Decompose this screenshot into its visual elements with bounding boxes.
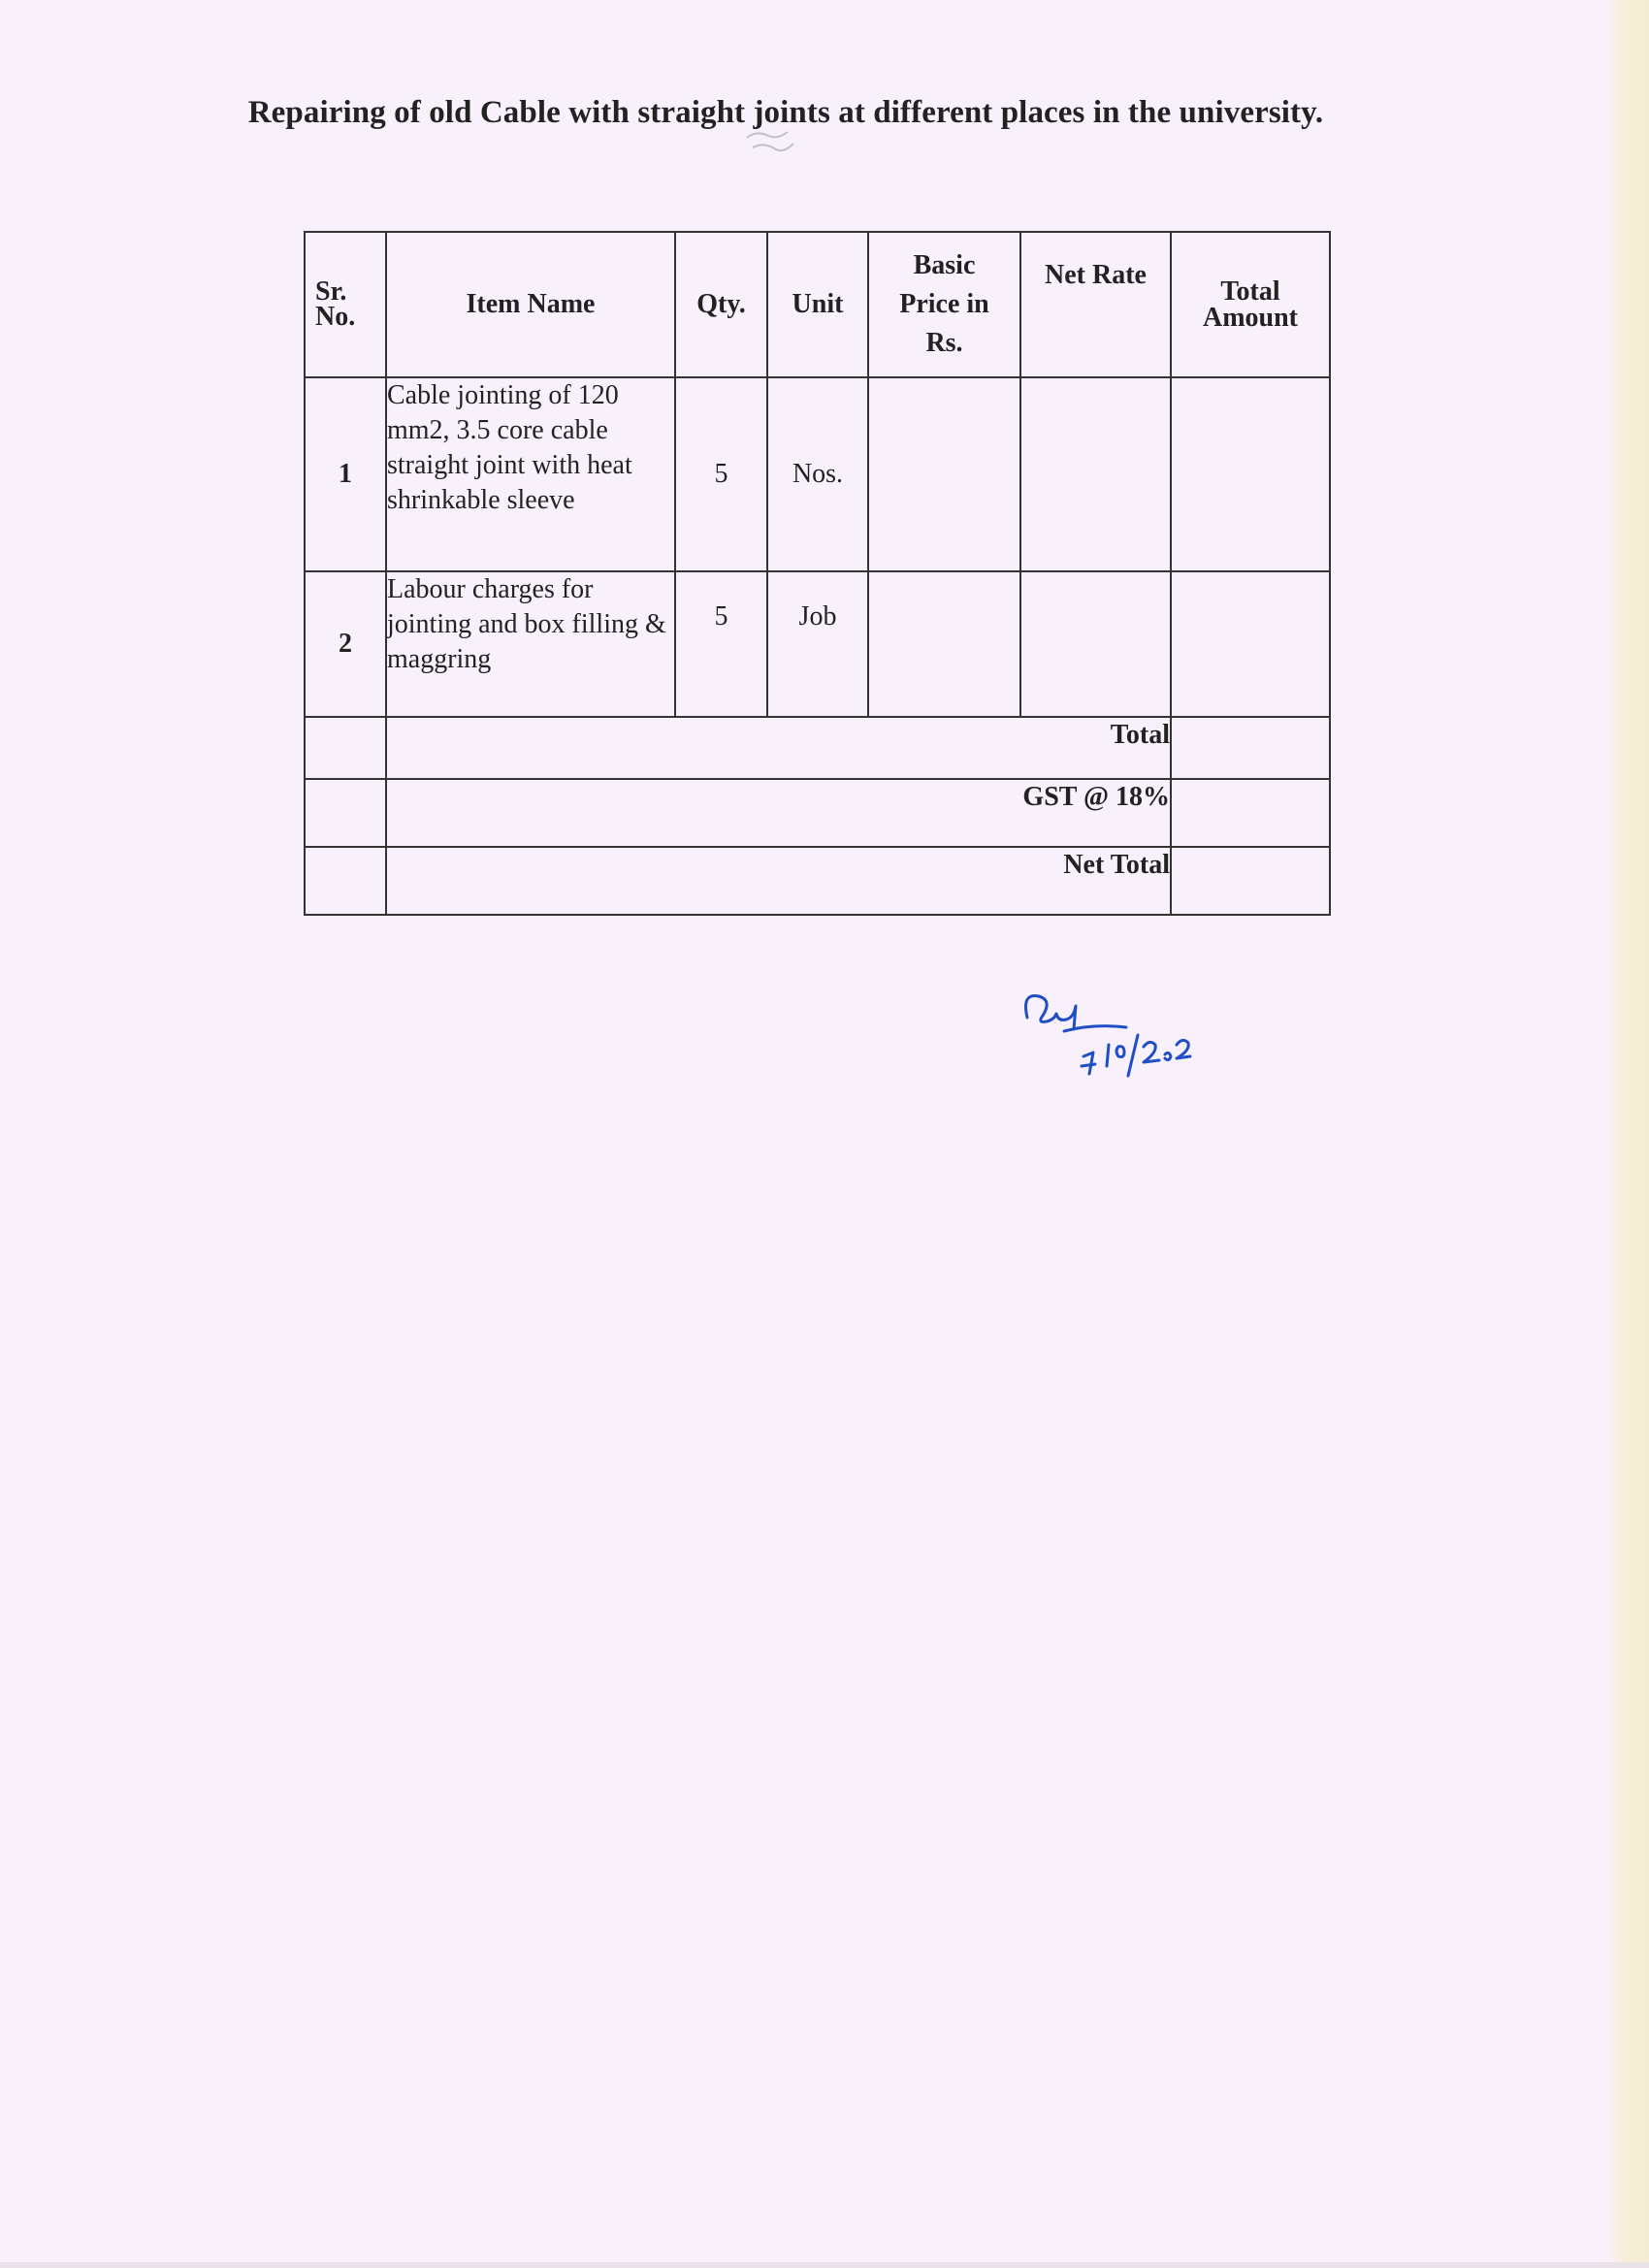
header-item-name: Item Name	[386, 232, 675, 377]
cell-unit: Job	[767, 571, 868, 717]
quotation-table	[304, 231, 1331, 916]
paper-edge	[1608, 0, 1649, 2268]
gst-row	[305, 779, 1330, 847]
cell-sr-no: 1	[305, 377, 386, 571]
signature-date	[1246, 975, 1247, 976]
header-basic-price: Basic Price in Rs.	[868, 232, 1020, 377]
gst-row-blank-cell	[305, 779, 386, 847]
total-row	[305, 717, 1330, 779]
cell-net-rate	[1020, 377, 1171, 571]
cell-qty: 5	[675, 377, 767, 571]
table-row	[305, 377, 1330, 571]
total-value	[1171, 717, 1330, 779]
cell-net-rate	[1020, 571, 1171, 717]
cell-sr-no: 2	[305, 571, 386, 717]
table-header-row	[305, 232, 1330, 377]
paper-bottom-edge	[0, 2262, 1649, 2268]
header-unit: Unit	[767, 232, 868, 377]
signature-drawing	[1014, 975, 1246, 1091]
gst-value	[1171, 779, 1330, 847]
header-sr-no: Sr. No.	[305, 232, 386, 377]
table-row	[305, 571, 1330, 717]
net-total-row-blank-cell	[305, 847, 386, 915]
cell-item-name: Cable jointing of 120 mm2, 3.5 core cable straight joint with heat shrinkable sleeve	[386, 377, 675, 571]
cell-item-name: Labour charges for jointing and box filling & maggring	[386, 571, 675, 717]
net-total-value	[1171, 847, 1330, 915]
header-net-rate: Net Rate	[1020, 232, 1171, 377]
cell-basic-price	[868, 571, 1020, 717]
total-row-blank-cell	[305, 717, 386, 779]
cell-total-amount	[1171, 377, 1330, 571]
ink-smudge-mark	[739, 124, 807, 163]
handwritten-signature	[1014, 975, 1246, 1091]
header-total-amount: Total Amount	[1171, 232, 1330, 377]
cell-unit: Nos.	[767, 377, 868, 571]
header-qty: Qty.	[675, 232, 767, 377]
cell-basic-price	[868, 377, 1020, 571]
net-total-row	[305, 847, 1330, 915]
gst-label: GST @ 18%	[386, 779, 1171, 847]
total-label: Total	[386, 717, 1171, 779]
document-title: Repairing of old Cable with straight joints at different places in the university.	[247, 95, 1324, 130]
cell-total-amount	[1171, 571, 1330, 717]
net-total-label: Net Total	[386, 847, 1171, 915]
cell-qty: 5	[675, 571, 767, 717]
